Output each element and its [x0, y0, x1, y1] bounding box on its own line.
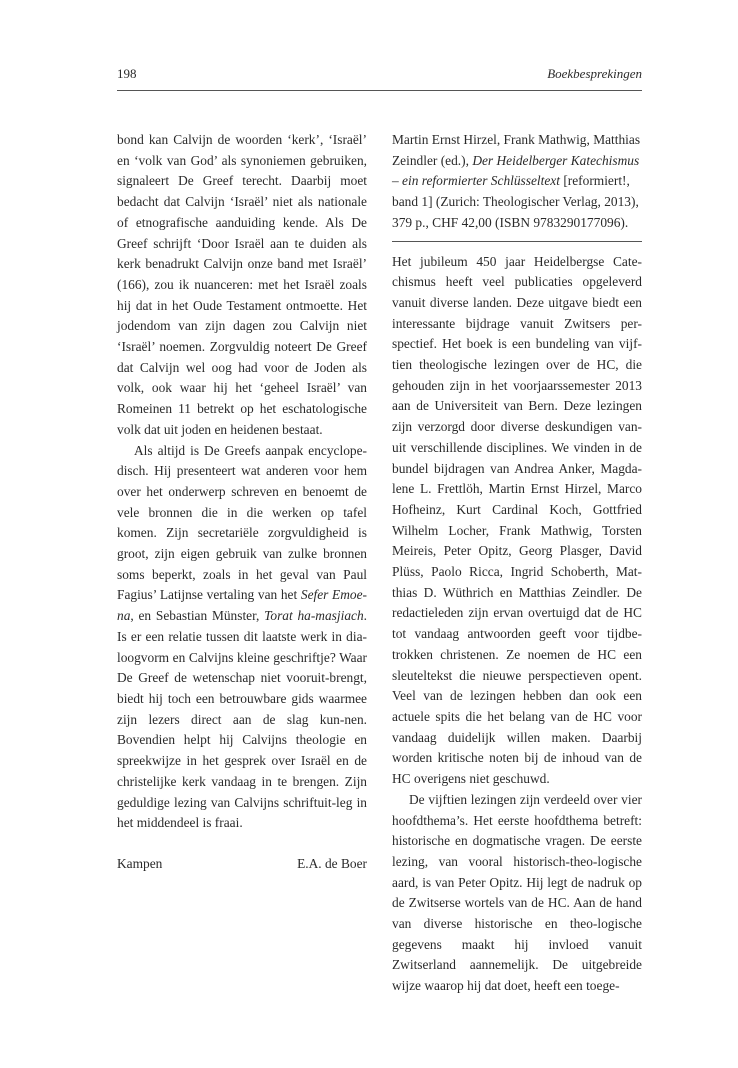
paragraph-2-text-b: , en Sebastian Münster, — [130, 608, 265, 624]
signature-place: Kampen — [117, 855, 163, 871]
review-header — [392, 130, 642, 242]
right-column — [392, 130, 642, 997]
paragraph-2-text-a: Als altijd is De Greefs aanpak encyclope-disch. Hij presenteert wat anderen voor hem over het onderwerp schreven en benoemt de vele bronnen die in die werken op tafel komen. Zijn secretariële zorgvuldigheid is groot, zijn eigen gebruik van zulke bronnen soms beperkt, zoals in het geval van Paul Fagius’ Latijnse vertaling van het — [117, 442, 367, 603]
section-title: Boekbesprekingen — [547, 66, 642, 81]
review-book-title: Der Heidelberger Katechismus – ein reformierter Schlüsseltext — [392, 152, 640, 189]
title-sefer-emoena: Sefer Emoe-na — [117, 587, 367, 624]
signature — [117, 854, 367, 875]
page-number: 198 — [117, 66, 137, 81]
review-publication-details: [reformiert!, band 1] (Zurich: Theologischer Verlag, 2013), 379 p., CHF 42,00 (ISBN 9783290177096). — [392, 173, 639, 230]
left-column — [117, 130, 367, 875]
paragraph-1 — [117, 130, 367, 441]
paragraph-2-text-c: . Is er een relatie tussen dit laatste werk in dia-loogvorm en Calvijns kleine geschriftje? Waar De Greef de wetenschap niet vooruit-brengt, biedt hij toch een betrouwbare gids waarmee zijn lezers direct aan de slag kun-nen. Bovendien helpt hij Calvijns theologie en spreekwijze in het gesprek over Israël en de christelijke kerk vandaag in te brengen. Zijn geduldige lezing van Calvijns schriftuit-leg in het middendeel is fraai. — [117, 608, 368, 831]
running-head — [117, 66, 642, 91]
signature-author: E.A. de Boer — [297, 855, 367, 871]
review-paragraph-1: Het jubileum 450 jaar Heidelbergse Cate-chismus heeft veel publicaties opgeleverd vanuit diverse landen. Deze uitgave biedt een interessante bijdrage vanuit Zwitsers per-spectief. Het boek is een bundeling van vijf-tien theologische lezingen over de HC, die gehouden zijn in het voorjaarssemester 2013 aan de Universiteit van Bern. Deze lezingen zijn verzorgd door diverse deskundigen van-uit verschillende disciplines. We vinden in de bundel bijdragen van Andrea Anker, Magda-lene L. Frettlöh, Martin Ernst Hirzel, Marco Hofheinz, Kurt Cardinal Koch, Gottfried Wilhelm Locher, Frank Mathwig, Torsten Meireis, Peter Opitz, Georg Plasger, David Plüss, Paolo Ricca, Ingrid Schoberth, Mat-thias D. Wüthrich en Matthias Zeindler. De redactieleden zijn ervan overtuigd dat de HC tot vandaag antwoorden geeft voor tijdbe-trokken christenen. Ze noemen de HC een sleuteltekst die nieuwe perspectieven opent. Veel van de lezingen hebben dan ook een actuele spits die het belang van de HC voor vandaag duidelijk willen maken. Daarbij worden kritische noten bij de inhoud van de HC overigens niet geschuwd. — [392, 253, 642, 787]
paragraph-1-text: bond kan Calvijn de woorden ‘kerk’, ‘Israël’ en ‘volk van God’ als synoniemen gebruiken, signaleert De Greef terecht. Daarbij moet bedacht dat Calvijn ‘Israël’ niet als nationale of etnografische aanduiding kende. Als De Greef schrijft ‘Door Israël aan te duiden als kerk benadrukt Calvijn onze band met Israël’ (166), zou ik nuanceren: met het Israël zoals hij dat in het Oude Testament ontmoette. Het jodendom van zijn dagen zou Calvijn niet ‘Israël’ noemen. Zorgvuldig noteert De Greef dat Calvijn wel oog had voor de Joden als volk, ook waar hij het ‘geheel Israël’ van Romeinen 11 betrekt op het eschatologische volk dat uit joden en heidenen bestaat. — [117, 132, 367, 437]
review-paragraph-2: De vijftien lezingen zijn verdeeld over vier hoofdthema’s. Het eerste hoofdthema betreft: historische en dogmatische vragen. De eerste lezing, van vooral historisch-theo-logische aard, is van Peter Opitz. Hij legt de nadruk op de Zwitserse wortels van de HC. Aan de hand van diverse historische en theo-logische gegevens maakt hij invloed vanuit Zwitserland aannemelijk. De uitgebreide wijze waarop hij dat doet, heeft een toege- — [392, 791, 642, 994]
review-authors: Martin Ernst Hirzel, Frank Mathwig, Matthias Zeindler (ed.), — [392, 132, 641, 168]
title-torat-ha-masjiach: Torat ha-masjiach — [264, 608, 364, 624]
paragraph-2 — [117, 441, 367, 834]
bibliographic-entry — [392, 130, 642, 234]
